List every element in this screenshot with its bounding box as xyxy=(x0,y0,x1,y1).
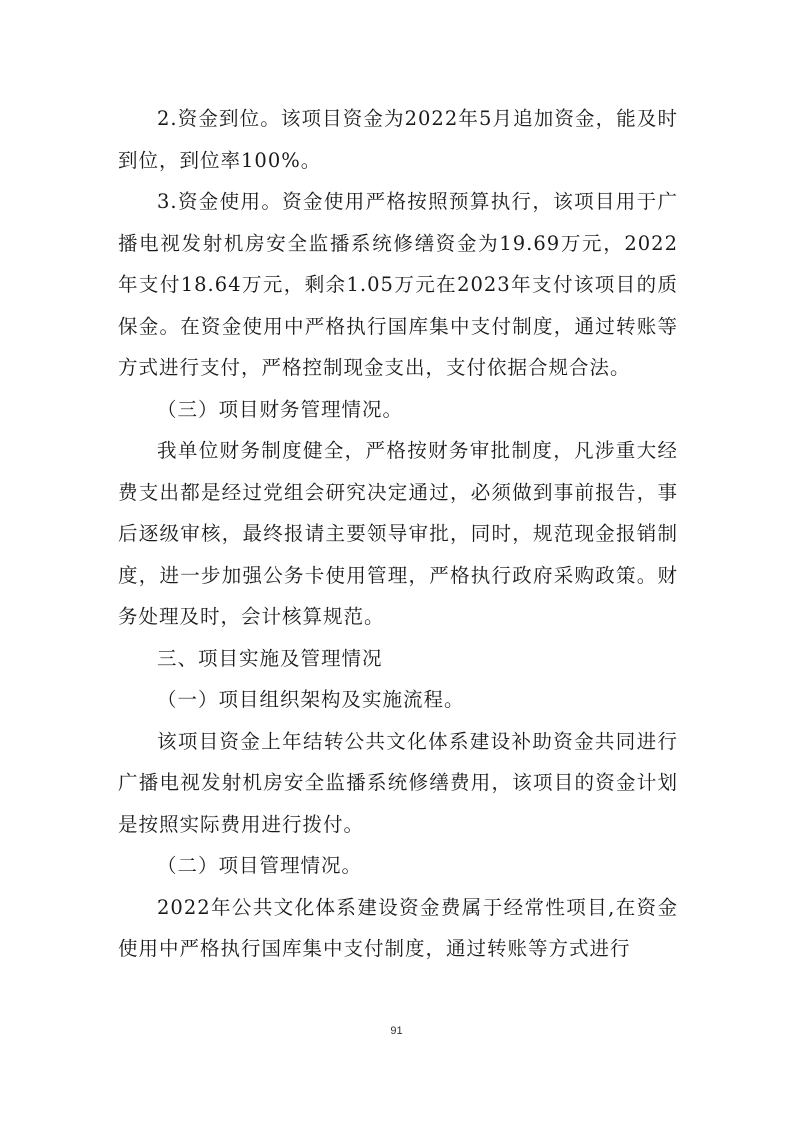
page-number: 91 xyxy=(390,1025,403,1037)
paragraph-funds-usage: 3.资金使用。资金使用严格按照预算执行，该项目用于广播电视发射机房安全监播系统修缮资金为19.69万元，2022年支付18.64万元，剩余1.05万元在2023年支付该项目的质保金。在资金使用中严格执行国库集中支付制度，通过转账等方式进行支付，严格控制现金支出，支付依据合规合法。 xyxy=(118,190,678,379)
heading-financial-management: （三）项目财务管理情况。 xyxy=(157,397,404,421)
heading-organization-structure: （一）项目组织架构及实施流程。 xyxy=(157,688,465,711)
document-body xyxy=(118,98,678,970)
paragraph-funds-in-place: 2.资金到位。该项目资金为2022年5月追加资金，能及时到位，到位率100%。 xyxy=(118,107,678,172)
paragraph-financial-system: 我单位财务制度健全，严格按财务审批制度，凡涉重大经费支出都是经过党组会研究决定通过，必须做到事前报告，事后逐级审核，最终报请主要领导审批，同时，规范现金报销制度，进一步加强公务卡使用管理，严格执行政府采购政策。财务处理及时，会计核算规范。 xyxy=(118,439,678,628)
heading-section-three: 三、项目实施及管理情况 xyxy=(157,646,383,670)
paragraph-project-management-detail: 2022年公共文化体系建设资金费属于经常性项目,在资金使用中严格执行国库集中支付制度，通过转账等方式进行 xyxy=(118,895,678,960)
paragraph-organization-detail: 该项目资金上年结转公共文化体系建设补助资金共同进行广播电视发射机房安全监播系统修缮费用，该项目的资金计划是按照实际费用进行拨付。 xyxy=(118,729,678,836)
heading-project-management: （二）项目管理情况。 xyxy=(157,854,363,877)
